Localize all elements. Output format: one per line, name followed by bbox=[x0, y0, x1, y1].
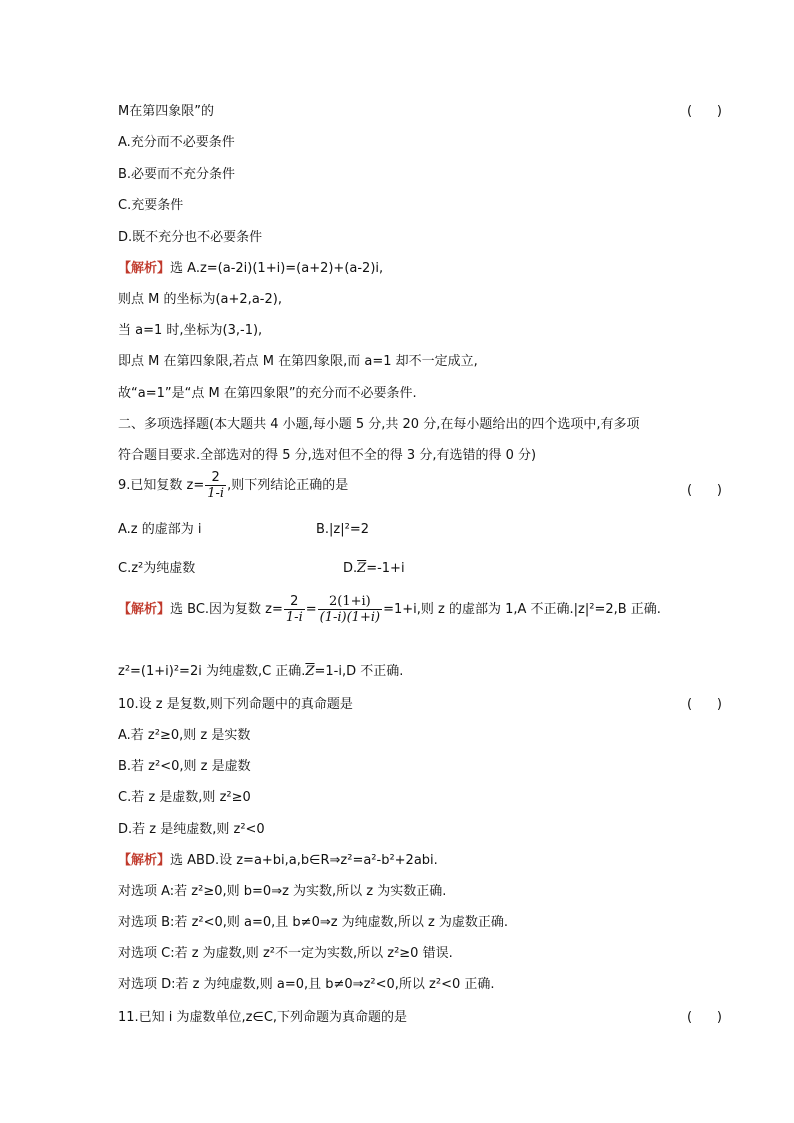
option-8d: D.既不充分也不必要条件 bbox=[118, 230, 263, 245]
fraction-numerator: 2 bbox=[284, 594, 305, 610]
question-10-stem: 10.设 z 是复数,则下列命题中的真命题是 bbox=[118, 697, 353, 712]
fraction-numerator: 2(1+i) bbox=[318, 594, 382, 610]
solution-8-line-2: 则点 M 的坐标为(a+2,a-2), bbox=[118, 292, 282, 307]
option-8c: C.充要条件 bbox=[118, 198, 184, 213]
option-8a: A.充分而不必要条件 bbox=[118, 135, 235, 150]
question-9-stem bbox=[118, 470, 348, 501]
section-heading-line-2: 符合题目要求.全部选对的得 5 分,选对但不全的得 3 分,有选错的得 0 分) bbox=[118, 448, 537, 463]
solution-tag: 【解析】 bbox=[118, 602, 171, 617]
solution-text-post: =1-i,D 不正确. bbox=[314, 664, 404, 679]
option-10c: C.若 z 是虚数,则 z²≥0 bbox=[118, 790, 251, 805]
option-10d: D.若 z 是纯虚数,则 z²<0 bbox=[118, 822, 265, 837]
solution-8-line-3: 当 a=1 时,坐标为(3,-1), bbox=[118, 323, 263, 338]
option-9c: C.z²为纯虚数 bbox=[118, 561, 196, 576]
question-9-text-post: ,则下列结论正确的是 bbox=[227, 478, 349, 493]
solution-8-line-1 bbox=[118, 260, 383, 278]
fraction bbox=[318, 594, 382, 625]
fraction bbox=[205, 470, 226, 501]
conjugate-z: $\overline{Z}$ bbox=[357, 561, 367, 576]
solution-10-line-3: 对选项 B:若 z²<0,则 a=0,且 b≠0⇒z 为纯虚数,所以 z 为虚数正确. bbox=[118, 915, 509, 930]
solution-10-line-1 bbox=[118, 852, 438, 870]
solution-tag: 【解析】 bbox=[118, 261, 171, 276]
solution-tag: 【解析】 bbox=[118, 853, 171, 868]
conjugate-z: $\overline{Z}$ bbox=[305, 664, 315, 679]
answer-paren-9: ( ) bbox=[687, 483, 722, 498]
fraction-numerator: 2 bbox=[205, 470, 226, 486]
answer-paren-10: ( ) bbox=[687, 697, 722, 712]
solution-text-post: =1+i,则 z 的虚部为 1,A 不正确.|z|²=2,B 正确. bbox=[383, 602, 661, 617]
solution-9-line-1 bbox=[118, 594, 661, 625]
fraction-denominator: (1-i)(1+i) bbox=[319, 610, 381, 625]
answer-paren-8: ( ) bbox=[687, 104, 722, 119]
option-9d-value: =-1+i bbox=[366, 561, 405, 576]
fraction-denominator: 1-i bbox=[285, 610, 303, 625]
solution-text-pre: 选 BC.因为复数 z= bbox=[170, 602, 283, 617]
option-10a: A.若 z²≥0,则 z 是实数 bbox=[118, 728, 251, 743]
answer-paren-11: ( ) bbox=[687, 1010, 722, 1025]
section-heading-line-1: 二、多项选择题(本大题共 4 小题,每小题 5 分,共 20 分,在每小题给出的四个选项中,有多项 bbox=[118, 417, 640, 432]
question-11-stem: 11.已知 i 为虚数单位,z∈C,下列命题为真命题的是 bbox=[118, 1010, 408, 1025]
solution-8-line-4: 即点 M 在第四象限,若点 M 在第四象限,而 a=1 却不一定成立, bbox=[118, 354, 478, 369]
option-8b: B.必要而不充分条件 bbox=[118, 167, 236, 182]
equals-sign: = bbox=[305, 602, 317, 617]
question-8-stem-tail: M在第四象限”的 bbox=[118, 104, 214, 119]
fraction bbox=[284, 594, 305, 625]
option-9d-prefix: D. bbox=[343, 561, 358, 576]
option-9a: A.z 的虚部为 i bbox=[118, 522, 202, 537]
solution-10-line-2: 对选项 A:若 z²≥0,则 b=0⇒z 为实数,所以 z 为实数正确. bbox=[118, 884, 447, 899]
solution-10-line-4: 对选项 C:若 z 为虚数,则 z²不一定为实数,所以 z²≥0 错误. bbox=[118, 946, 453, 961]
solution-text: 选 ABD.设 z=a+bi,a,b∈R⇒z²=a²-b²+2abi. bbox=[170, 853, 438, 868]
option-9b: B.|z|²=2 bbox=[316, 522, 370, 537]
fraction-denominator: 1-i bbox=[207, 486, 225, 501]
solution-text: 选 A.z=(a-2i)(1+i)=(a+2)+(a-2)i, bbox=[170, 261, 384, 276]
solution-9-line-2 bbox=[118, 663, 403, 681]
option-10b: B.若 z²<0,则 z 是虚数 bbox=[118, 759, 251, 774]
solution-8-line-5: 故“a=1”是“点 M 在第四象限”的充分而不必要条件. bbox=[118, 386, 417, 401]
solution-text-pre: z²=(1+i)²=2i 为纯虚数,C 正确. bbox=[118, 664, 306, 679]
option-9d bbox=[343, 560, 405, 578]
solution-10-line-5: 对选项 D:若 z 为纯虚数,则 a=0,且 b≠0⇒z²<0,所以 z²<0 正确. bbox=[118, 977, 495, 992]
question-9-text-pre: 9.已知复数 z= bbox=[118, 478, 205, 493]
